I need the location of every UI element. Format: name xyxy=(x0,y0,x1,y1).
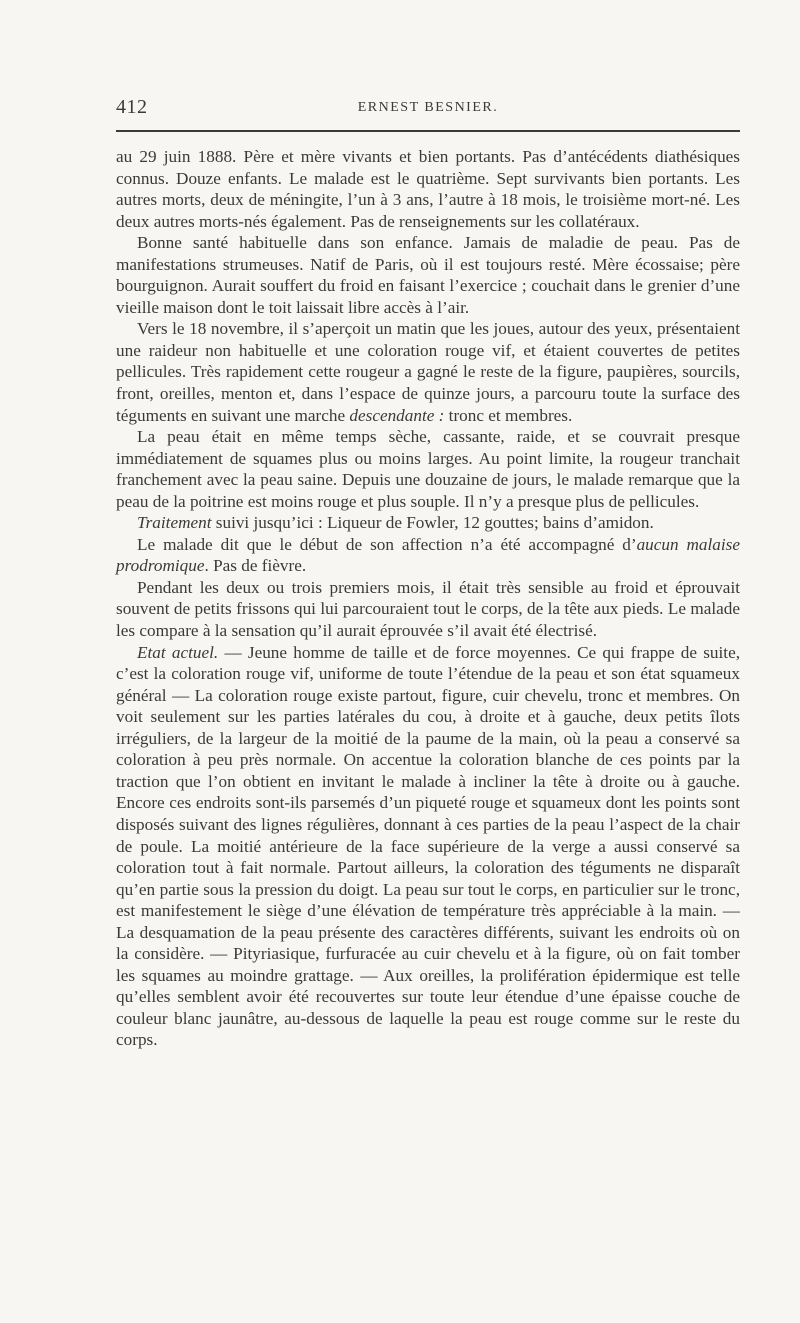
paragraph xyxy=(116,146,740,232)
header-rule xyxy=(116,130,740,132)
paragraph xyxy=(116,577,740,642)
text-run: Pendant les deux ou trois premiers mois, il était très sensible au froid et éprouvait souvent de petits frissons qui lui parcouraient tout le corps, de la tête aux pieds. Le malade les compare à la sensation qu’il aurait éprouvée s’il avait été électrisé. xyxy=(116,577,740,641)
paragraph xyxy=(116,534,740,577)
text-run: — Jeune homme de taille et de force moyennes. Ce qui frappe de suite, c’est la coloration rouge vif, uniforme de toute l’étendue de la peau et son état squameux général — La coloration rouge existe partout, figure, cuir chevelu, tronc et membres. On voit seulement sur les parties latérales du cou, à droite et à gauche, deux petits îlots irréguliers, de la largeur de la moitié de la paume de la main, où la peau a conservé sa coloration à peu près normale. On accentue la coloration blanche de ces points par la traction que l’on obtient en invitant le malade à incliner la tête à droite ou à gauche. Encore ces endroits sont-ils parsemés d’un piqueté rouge et squameux dont les points sont disposés suivant des lignes régulières, donnant à ces parties de la peau l’aspect de la chair de poule. La moitié antérieure de la face supérieure de la verge a aussi conservé sa coloration tout à fait normale. Partout ailleurs, la coloration des téguments ne disparaît qu’en partie sous la pression du doigt. La peau sur tout le corps, en particulier sur le tronc, est manifestement le siège d’une élévation de température très appréciable à la main. — La desquamation de la peau présente des caractères différents, suivant les endroits où on la considère. — Pityriasique, furfuracée au cuir chevelu et à la figure, où on fait tomber les squames au moindre grattage. — Aux oreilles, la prolifération épidermique est telle qu’elles semblent avoir été recouvertes sur toute leur étendue d’une épaisse couche de couleur blanc jaunâtre, au-dessous de laquelle la peau est rouge comme sur le reste du corps. xyxy=(116,642,740,1050)
italic-run: Etat actuel. xyxy=(137,642,219,662)
text-run: Vers le 18 novembre, il s’aperçoit un matin que les joues, autour des yeux, présentaient une raideur non habituelle et une coloration rouge vif, et étaient couvertes de petites pellicules. Très rapidement cette rougeur a gagné le reste de la figure, paupières, sourcils, front, oreilles, menton et, dans l’espace de quinze jours, a parcouru toute la surface des téguments en suivant une marche xyxy=(116,319,740,425)
page-header xyxy=(116,96,740,122)
paragraph xyxy=(116,642,740,1051)
page-number: 412 xyxy=(116,96,148,118)
text-run: La peau était en même temps sèche, cassante, raide, et se couvrait presque immédiatement de squames plus ou moins larges. Au point limite, la rougeur tranchait franchement avec la peau saine. Depuis une douzaine de jours, le malade remarque que la peau de la poitrine est moins rouge et plus souple. Il n’y a presque plus de pellicules. xyxy=(116,427,740,511)
paragraph xyxy=(116,512,740,534)
text-run: Bonne santé habituelle dans son enfance. Jamais de maladie de peau. Pas de manifestations strumeuses. Natif de Paris, où il est toujours resté. Mère écossaise; père bourguignon. Aurait souffert du froid en faisant l’exercice ; couchait dans le grenier d’une vieille maison dont le toit laissait libre accès à l’air. xyxy=(116,233,740,317)
paragraph xyxy=(116,426,740,512)
text-run: au 29 juin 1888. Père et mère vivants et bien portants. Pas d’antécédents diathésiques connus. Douze enfants. Le malade est le quatrième. Sept survivants bien portants. Les autres morts, deux de méningite, l’un à 3 ans, l’autre à 18 mois, le troisième mort-né. Les deux autres morts-nés également. Pas de renseignements sur les collatéraux. xyxy=(116,147,740,231)
body-text xyxy=(116,146,740,1051)
paragraph xyxy=(116,318,740,426)
italic-run: Traitement xyxy=(137,513,212,533)
running-head: ERNEST BESNIER. xyxy=(357,100,499,115)
text-run: . Pas de fièvre. xyxy=(204,556,307,576)
text-run: tronc et membres. xyxy=(444,405,573,425)
text-run: suivi jusqu’ici : Liqueur de Fowler, 12 gouttes; bains d’amidon. xyxy=(211,513,654,533)
italic-run: descendante : xyxy=(349,405,445,425)
italic-run: aucun malaise prodromique xyxy=(116,534,740,576)
text-run: Le malade dit que le début de son affection n’a été accompagné d’ xyxy=(137,534,637,554)
paragraph xyxy=(116,232,740,318)
